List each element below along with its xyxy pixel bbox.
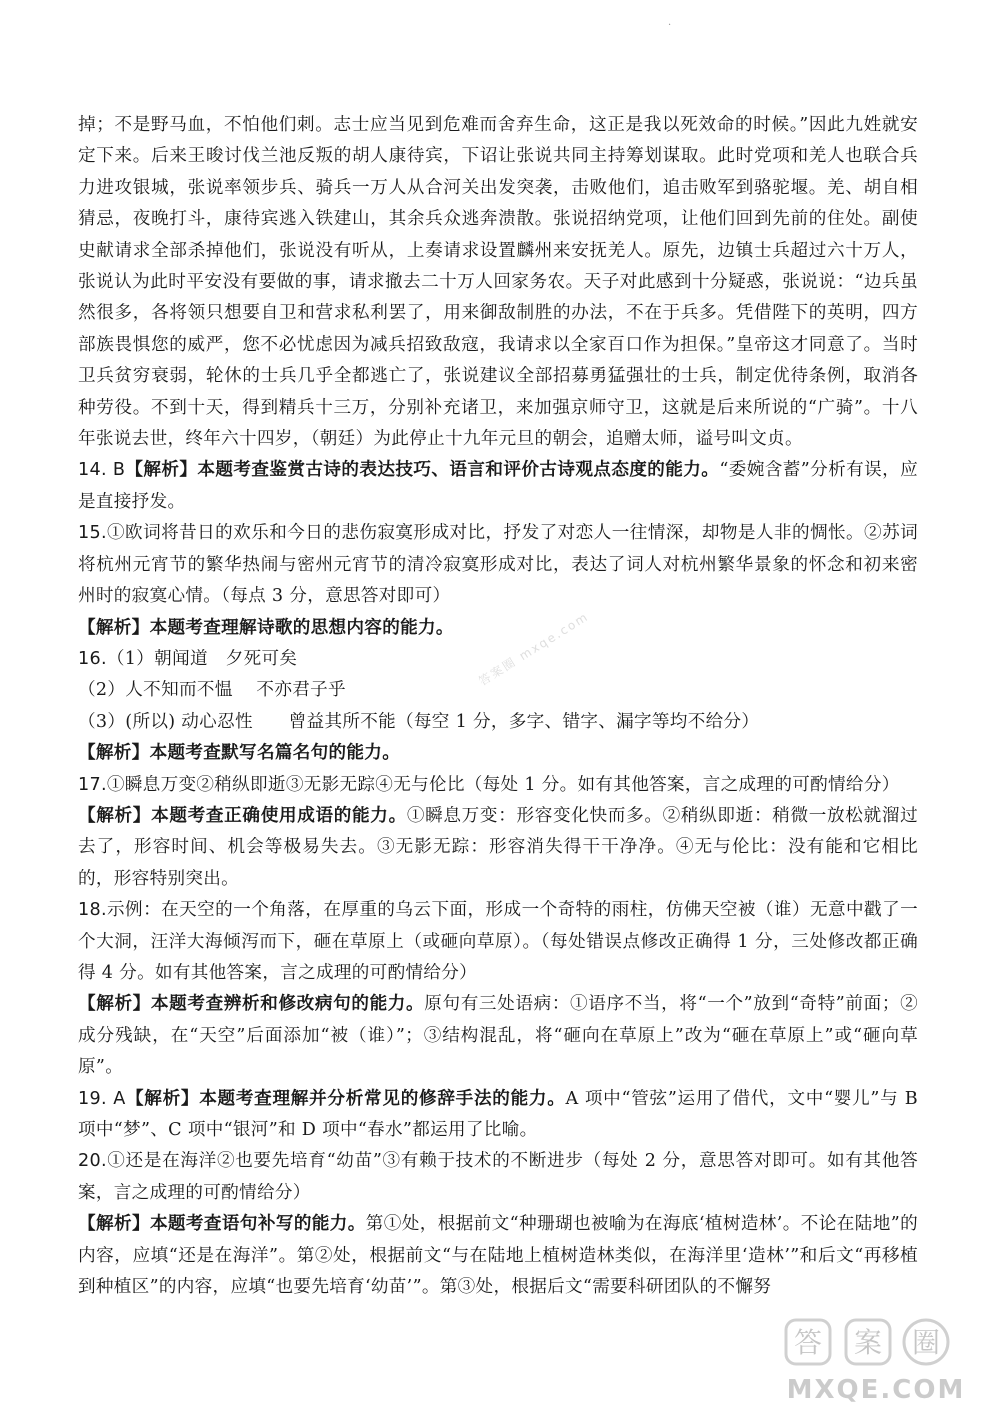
item-17-analysis: [78, 801, 918, 895]
paragraph-translation: [78, 110, 918, 455]
logo-char-1: 答: [793, 1326, 823, 1359]
analysis-label: 【解析】本题考查理解诗歌的思想内容的能力。: [78, 617, 454, 638]
paragraph-text: ①还是在海洋②也要先培育“幼苗”③有赖于技术的不断进步（每处 2 分，意思答对即可。如有其他答案，言之成理的可酌情给分）: [78, 1151, 918, 1203]
paragraph-text: “委婉含蓄”分析有误，应是直接抒发。: [78, 460, 918, 512]
analysis-label: 【解析】本题考查鉴赏古诗的表达技巧、语言和评价古诗观点态度的能力。: [125, 460, 720, 481]
item-prefix: 20.: [78, 1151, 107, 1172]
item-19: [78, 1084, 918, 1147]
paragraph-text: 掉；不是野马血，不怕他们刺。志士应当见到危难而舍弃生命，这正是我以死效命的时候。”因此九姓就安定下来。后来王晙讨伐兰池反叛的胡人康待宾，下诏让张说共同主持筹划谋取。此时党项和羌人也联合兵力进攻银城，张说率领步兵、骑兵一万人从合河关出发突袭，击败他们，追击败军到骆驼堰。羌、胡自相猜忌，夜晚打斗，康待宾逃入铁建山，其余兵众逃奔溃散。张说招纳党项，让他们回到先前的住处。副使史献请求全部杀掉他们，张说没有听从，上奏请求设置麟州来安抚羌人。原先，边镇士兵超过六十万人，张说认为此时平安没有要做的事，请求撤去二十万人回家务农。天子对此感到十分疑惑，张说说：“边兵虽然很多，各将领只想要自卫和营求私利罢了，用来御敌制胜的办法，不在于兵多。凭借陛下的英明，四方部族畏惧您的威严，您不必忧虑因为减兵招致敌寇，我请求以全家百口作为担保。”皇帝这才同意了。当时卫兵贫穷衰弱，轮休的士兵几乎全都逃亡了，张说建议全部招募勇猛强壮的士兵，制定优待条例，取消各种劳役。不到十天，得到精兵十三万，分别补充诸卫，来加强京师守卫，这就是后来所说的“广骑”。十八年张说去世，终年六十四岁，（朝廷）为此停止十九年元旦的朝会，追赠太师，谥号叫文贞。: [78, 115, 918, 450]
logo-char-2: 案: [853, 1326, 883, 1359]
paragraph-text: （3）(所以) 动心忍性 曾益其所不能（每空 1 分，多字、错字、漏字等均不给分）: [78, 711, 760, 732]
paragraph-text: （2）人不知而不愠 不亦君子乎: [78, 680, 346, 701]
analysis-label: 【解析】本题考查正确使用成语的能力。: [78, 805, 407, 826]
logo-url: MXQE.COM: [786, 1375, 966, 1405]
paragraph-text: ①瞬息万变：形容变化快而多。②稍纵即逝：稍微一放松就溜过去了，形容时间、机会等极易失去。③无影无踪：形容消失得干干净净。④无与伦比：没有能和它相比的，形容特别突出。: [78, 805, 918, 889]
item-20-analysis: [78, 1209, 918, 1303]
item-prefix: 18.: [78, 900, 107, 921]
item-prefix: 15.: [78, 523, 107, 544]
item-15: [78, 518, 918, 612]
answer-content: [78, 110, 918, 1303]
paragraph-text: （1）朝闻道 夕死可矣: [106, 648, 298, 669]
top-mark: ·: [668, 20, 672, 31]
paragraph-text: ①瞬息万变②稍纵即逝③无影无踪④无与伦比（每处 1 分。如有其他答案，言之成理的可酌情给分）: [106, 774, 900, 795]
analysis-label: 【解析】本题考查辨析和修改病句的能力。: [78, 994, 425, 1015]
item-16-line-3: [78, 707, 918, 738]
paragraph-text: 原句有三处语病：①语序不当，将“一个”放到“奇特”前面；②成分残缺，在“天空”后面添加“被（谁）”；③结构混乱，将“砸向在草原上”改为“砸在草原上”或“砸向草原”。: [78, 994, 918, 1078]
analysis-label: 【解析】本题考查语句补写的能力。: [78, 1214, 366, 1235]
item-prefix: 19. A: [78, 1088, 126, 1109]
item-15-analysis: [78, 613, 918, 644]
paragraph-text: 示例：在天空的一个角落，在厚重的乌云下面，形成一个奇特的雨柱，仿佛天空被（谁）无意中戳了一个大洞，汪洋大海倾泻而下，砸在草原上（或砸向草原）。（每处错误点修改正确得 1 分，三处修改都正确得 4 分。如有其他答案，言之成理的可酌情给分）: [78, 900, 918, 983]
item-prefix: 14. B: [78, 460, 126, 481]
paragraph-text: 第①处，根据前文“种珊瑚也被喻为在海底‘植树造林’。不论在陆地”的内容，应填“还是在海洋”。第②处，根据前文“与在陆地上植树造林类似，在海洋里‘造林’”和后文“再移植到种植区”的内容，应填“也要先培育‘幼苗’”。第③处，根据后文“需要科研团队的不懈努: [78, 1214, 918, 1298]
item-20: [78, 1146, 918, 1209]
watermark-logo: [776, 1314, 986, 1406]
item-16-analysis: [78, 738, 918, 769]
item-prefix: 16.: [78, 648, 107, 669]
item-18: [78, 895, 918, 989]
logo-char-3: 圈: [911, 1326, 941, 1359]
item-17: [78, 770, 918, 801]
paragraph-text: A 项中“管弦”运用了借代，文中“婴儿”与 B 项中“梦”、C 项中“银河”和 D 项中“春水”都运用了比喻。: [78, 1088, 918, 1140]
item-prefix: 17.: [78, 774, 107, 795]
analysis-label: 【解析】本题考查理解并分析常见的修辞手法的能力。: [125, 1088, 566, 1109]
item-18-analysis: [78, 989, 918, 1083]
item-14: [78, 455, 918, 518]
center-watermark: 答案圈 mxqe.com: [476, 609, 592, 689]
paragraph-text: ①欧词将昔日的欢乐和今日的悲伤寂寞形成对比，抒发了对恋人一往情深，却物是人非的惆怅。②苏词将杭州元宵节的繁华热闹与密州元宵节的清冷寂寞形成对比，表达了词人对杭州繁华景象的怀念和初来密州时的寂寞心情。（每点 3 分，意思答对即可）: [78, 523, 918, 607]
analysis-label: 【解析】本题考查默写名篇名句的能力。: [78, 743, 401, 764]
